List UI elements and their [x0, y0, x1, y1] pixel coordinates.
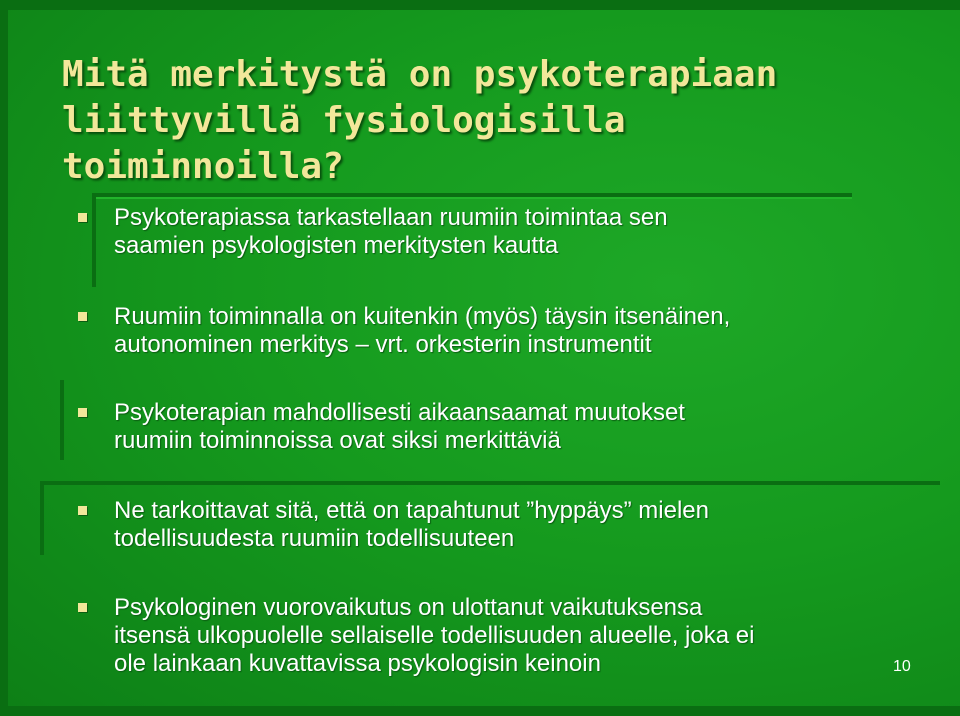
bullet-text	[114, 303, 898, 359]
bullet-text	[114, 399, 898, 455]
bullet-line: Psykoterapiassa tarkastellaan ruumiin toimintaa sen	[114, 204, 668, 231]
bullet-line: Psykoterapian mahdollisesti aikaansaamat muutokset	[114, 399, 685, 426]
bullet-line: Ne tarkoittavat sitä, että on tapahtunut ”hyppäys” mielen	[114, 497, 709, 524]
bullet-line: saamien psykologisten merkitysten kautta	[114, 232, 559, 259]
bullet-item-5	[78, 594, 898, 678]
bullet-text	[114, 497, 898, 553]
bullet-line: ruumiin toiminnoissa ovat siksi merkittäviä	[114, 427, 561, 454]
bullet-item-3	[78, 399, 898, 455]
square-bullet-icon	[78, 213, 87, 222]
bullet-item-2	[78, 303, 898, 359]
slide-title-line-2: liittyvillä fysiologisilla toiminnoilla?	[62, 100, 626, 187]
bullet-text	[114, 204, 898, 260]
bullet-line: Psykologinen vuorovaikutus on ulottanut vaikutuksensa	[114, 594, 703, 621]
bullet-line: ole lainkaan kuvattavissa psykologisin keinoin	[114, 650, 601, 677]
square-bullet-icon	[78, 408, 87, 417]
bullet-item-1	[78, 204, 898, 260]
bullet-line: autonominen merkitys – vrt. orkesterin instrumentit	[114, 331, 652, 358]
bullet-line: Ruumiin toiminnalla on kuitenkin (myös) täysin itsenäinen,	[114, 303, 731, 330]
page-number: 10	[893, 658, 911, 675]
bullet-line: itsensä ulkopuolelle sellaiselle todellisuuden alueelle, joka ei	[114, 622, 755, 649]
bullet-item-4	[78, 497, 898, 553]
slide-title-line-1: Mitä merkitystä on psykoterapiaan	[62, 54, 778, 95]
square-bullet-icon	[78, 312, 87, 321]
bullet-text	[114, 594, 898, 678]
square-bullet-icon	[78, 603, 87, 612]
bullet-line: todellisuudesta ruumiin todellisuuteen	[114, 525, 515, 552]
square-bullet-icon	[78, 506, 87, 515]
